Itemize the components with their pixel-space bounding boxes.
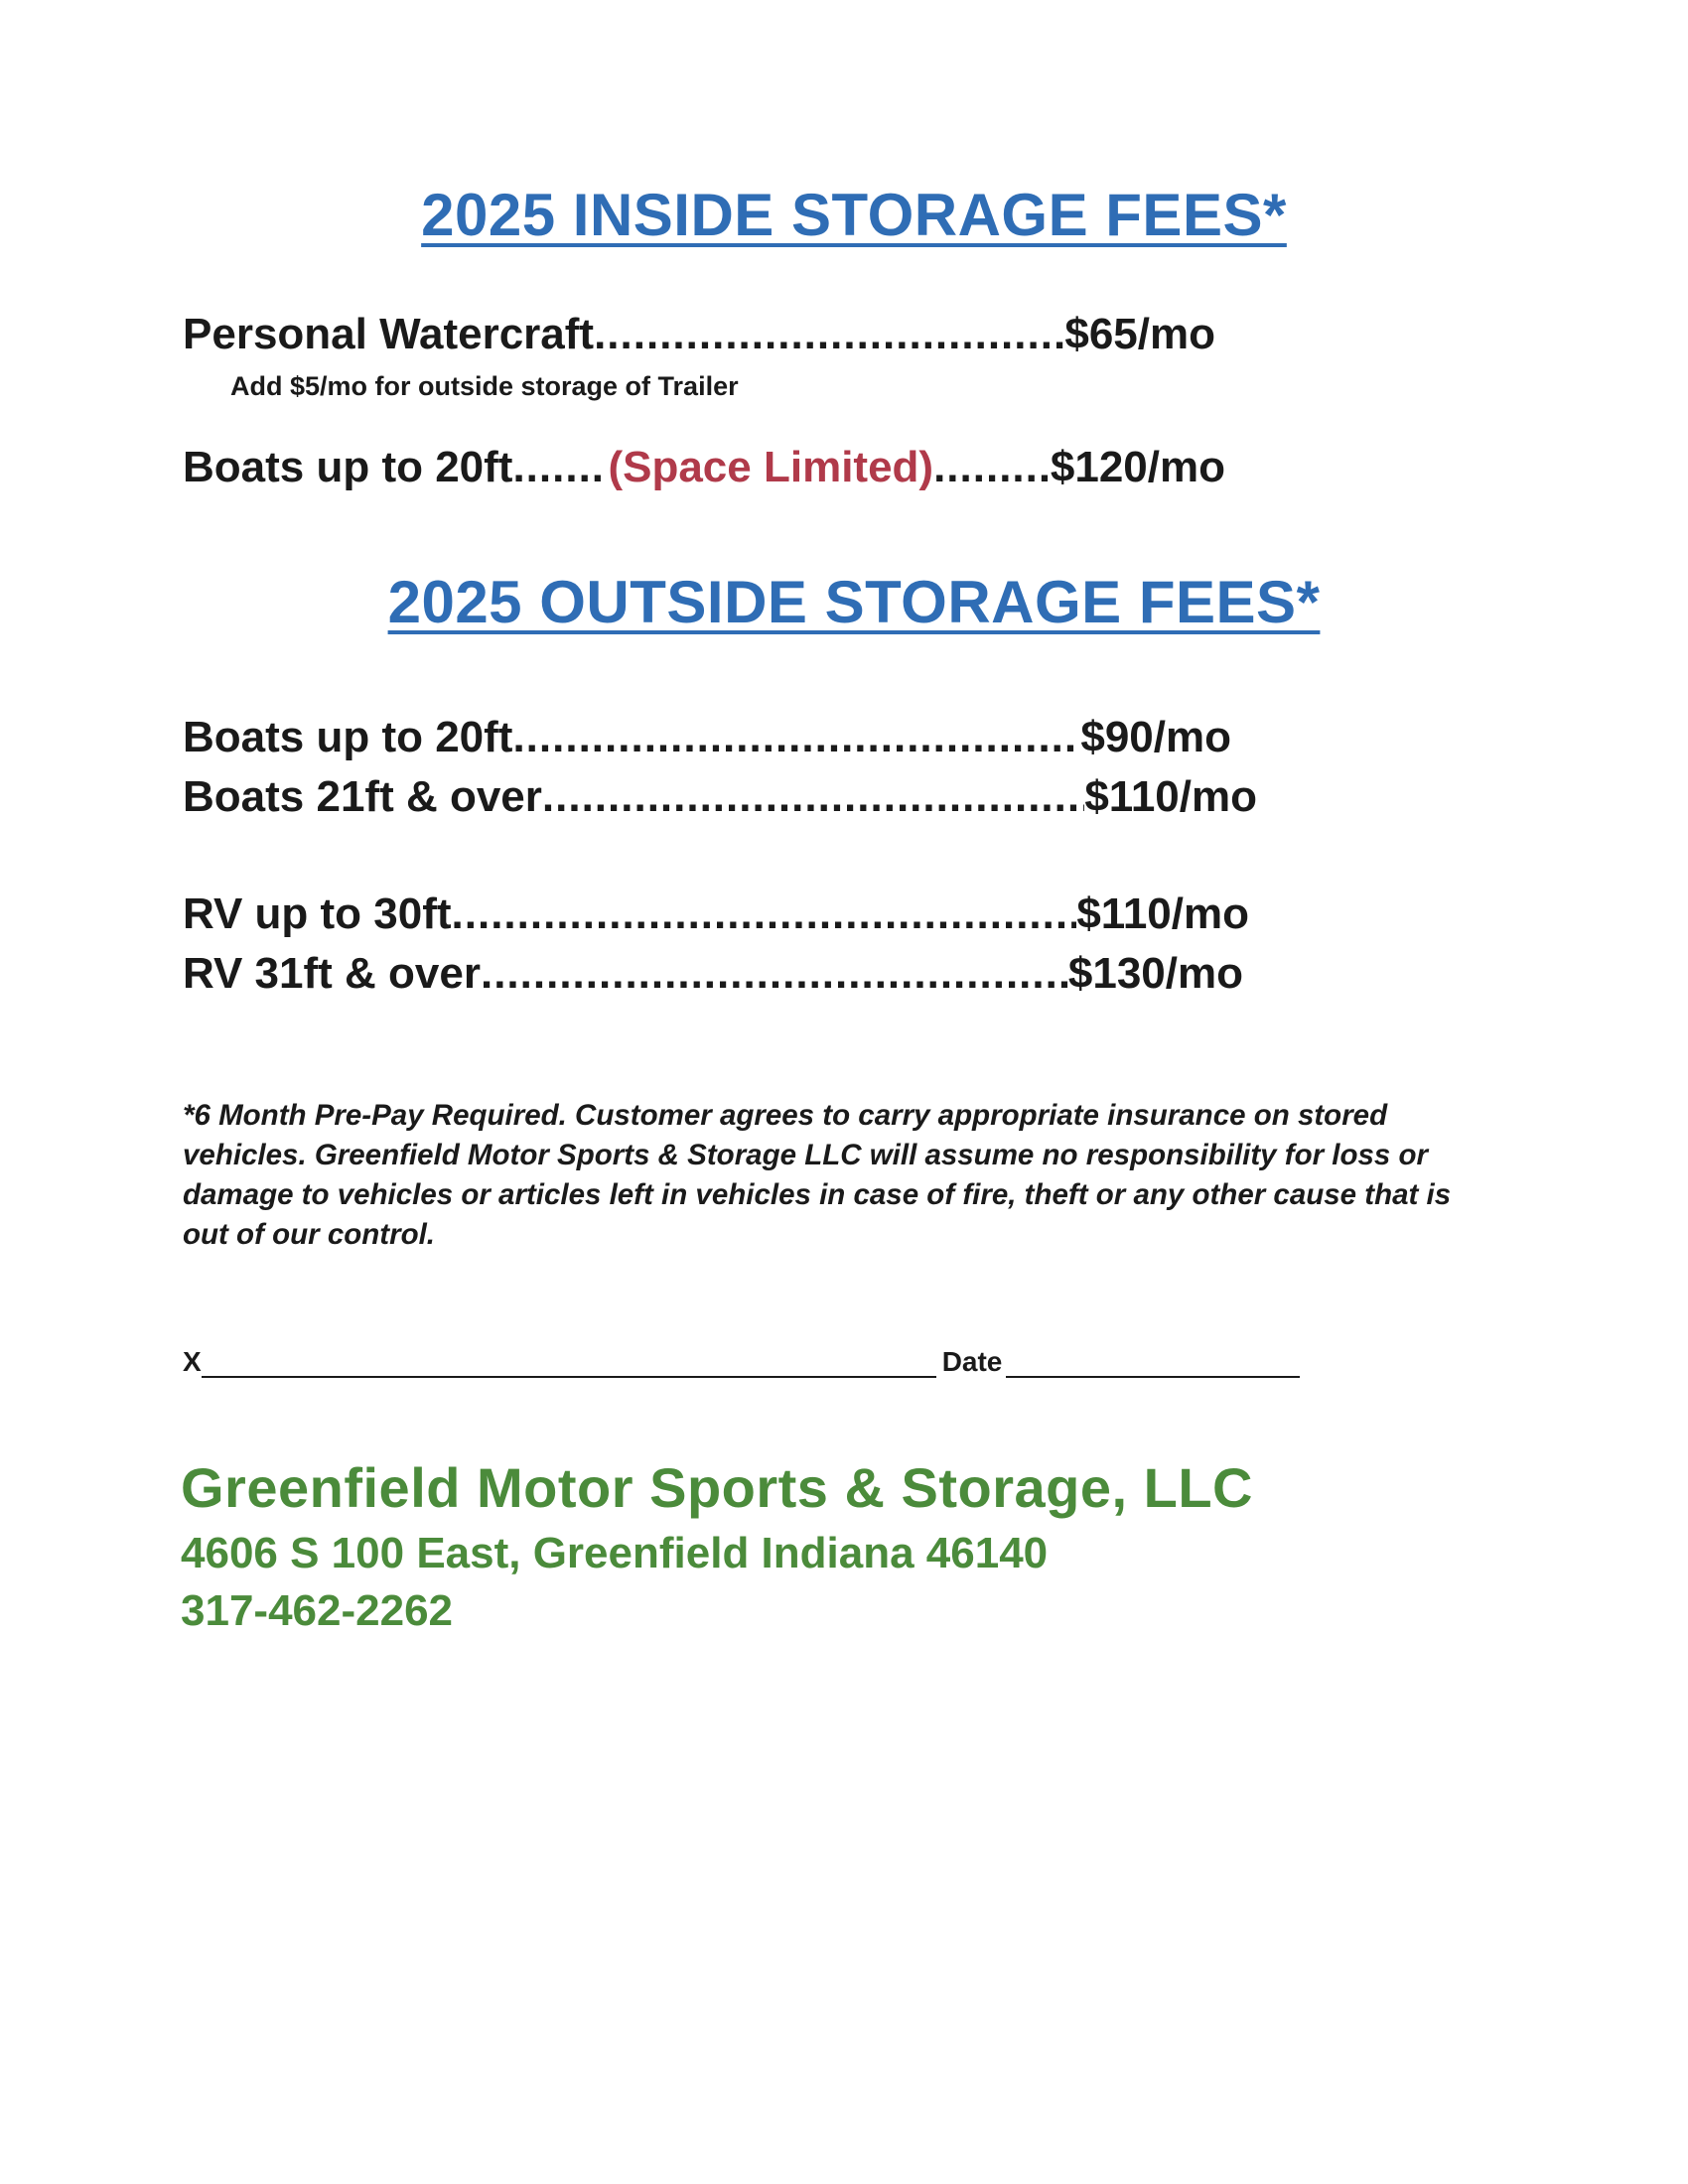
company-name: Greenfield Motor Sports & Storage, LLC [181, 1456, 1253, 1519]
dot-leader [933, 443, 1051, 492]
fee-row-inside-boats-20ft [183, 443, 1225, 492]
date-line[interactable] [1006, 1346, 1300, 1378]
fee-price: $110/mo [1084, 772, 1257, 821]
fee-label: RV 31ft & over [183, 949, 481, 998]
space-limited-tag: (Space Limited) [608, 443, 934, 491]
signature-line[interactable] [202, 1346, 936, 1378]
dot-leader [512, 713, 1080, 762]
fee-row-outside-boats-21ft [183, 772, 1257, 822]
fee-label: Boats up to 20ft [183, 713, 513, 761]
fee-row-personal-watercraft [183, 310, 1215, 359]
outside-fees-heading: 2025 OUTSIDE STORAGE FEES* [387, 569, 1321, 635]
dot-leader [542, 772, 1084, 822]
fee-row-rv-31ft [183, 949, 1243, 999]
inside-fees-heading: 2025 INSIDE STORAGE FEES* [421, 182, 1287, 248]
fee-label: Boats up to 20ft [183, 443, 513, 491]
fee-price: $110/mo [1076, 889, 1249, 938]
date-label: Date [941, 1346, 1003, 1377]
dot-leader [481, 949, 1068, 999]
fee-price: $130/mo [1067, 949, 1243, 998]
company-address: 4606 S 100 East, Greenfield Indiana 46140 [181, 1529, 1049, 1577]
fee-price: $65/mo [1064, 310, 1215, 358]
dot-leader [512, 443, 608, 492]
fee-row-rv-30ft [183, 889, 1249, 939]
disclaimer-text: *6 Month Pre-Pay Required. Customer agrees to carry appropriate insurance on stored vehicles. Greenfield Motor Sports & Storage LLC will assume no responsibility for loss or damage to vehicles or articles left in vehicles in case of fire, theft or any other cause that is out of our control. [183, 1099, 1452, 1251]
signature-row [183, 1338, 1300, 1378]
company-phone: 317-462-2262 [181, 1586, 454, 1635]
dot-leader [452, 889, 1077, 939]
fee-price: $120/mo [1050, 443, 1225, 491]
fee-price: $90/mo [1080, 713, 1231, 761]
fee-label: Boats 21ft & over [183, 772, 542, 821]
fee-label: Personal Watercraft [183, 310, 595, 358]
dot-leader [594, 310, 1064, 359]
fee-row-outside-boats-20ft [183, 713, 1231, 762]
fee-label: RV up to 30ft [183, 889, 452, 938]
signature-x-label: X [183, 1346, 202, 1377]
trailer-note: Add $5/mo for outside storage of Trailer [230, 371, 739, 401]
